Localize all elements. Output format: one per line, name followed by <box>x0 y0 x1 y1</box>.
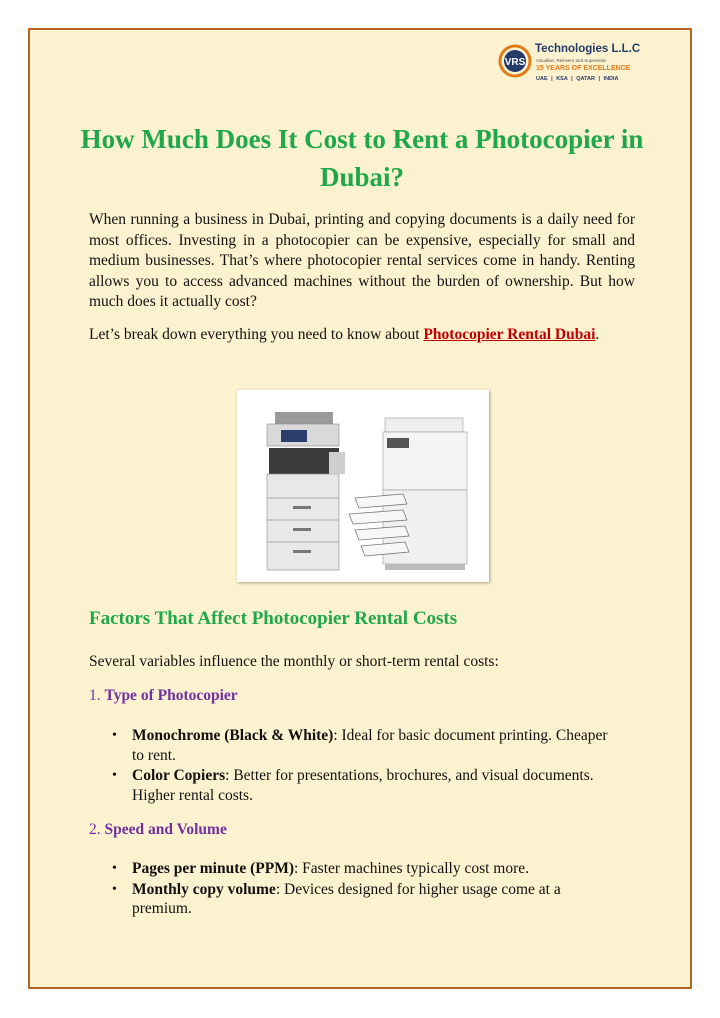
document-page <box>28 28 692 989</box>
list-item-desc: : Better for presentations, brochures, and visual documents. Higher rental costs. <box>132 767 594 804</box>
list-item-desc: : Devices designed for higher usage come at a premium. <box>132 880 561 917</box>
factor-number: 1. <box>89 687 101 704</box>
photocopier-illustration <box>237 390 489 582</box>
breakdown-period: . <box>595 326 600 343</box>
factor-list-speed <box>108 859 608 920</box>
list-item-term: Monthly copy volume <box>132 880 276 898</box>
factor-title: Type of Photocopier <box>104 687 238 704</box>
logo-mark-text: VRS <box>504 57 526 68</box>
list-item <box>108 859 608 879</box>
list-item-term: Pages per minute (PPM) <box>132 860 294 877</box>
factor-title: Speed and Volume <box>104 821 227 838</box>
breakdown-text: Let’s break down everything you need to know about <box>89 326 424 343</box>
list-item <box>108 880 608 919</box>
factor-list-type <box>108 726 608 806</box>
page-title: How Much Does It Cost to Rent a Photocopier in Dubai? <box>80 124 644 192</box>
factor-number: 2. <box>89 821 101 838</box>
section-heading: Factors That Affect Photocopier Rental Costs <box>89 608 458 629</box>
logo-tagline: Visualise, Reinvent and Supersede <box>536 58 606 63</box>
list-item <box>108 766 608 805</box>
photocopier-rental-link[interactable]: Photocopier Rental Dubai <box>423 326 596 343</box>
section-lead: Several variables influence the monthly or short-term rental costs: <box>89 653 499 670</box>
logo-countries: UAE | KSA | QATAR | INDIA <box>536 76 619 82</box>
logo-excellence: 15 YEARS OF EXCELLENCE <box>536 65 631 72</box>
breakdown-paragraph <box>89 325 635 346</box>
list-item-term: Monochrome (Black & White) <box>132 727 334 744</box>
list-item <box>108 726 608 765</box>
company-logo <box>498 40 648 90</box>
list-item-desc: : Faster machines typically cost more. <box>294 860 530 877</box>
list-item-desc: : Ideal for basic document printing. Cheaper to rent. <box>132 727 608 764</box>
photocopier-image <box>237 390 489 582</box>
vrs-logo-icon <box>498 44 532 78</box>
list-item-term: Color Copiers <box>132 767 226 784</box>
factor-heading-type <box>89 687 238 705</box>
intro-paragraph: When running a business in Dubai, printing and copying documents is a daily need for most offices. Investing in a photocopier can be expensive, especially for small and medium businesses. That’s where photocopier rental services come in handy. Renting allows you to access advanced machines without the burden of ownership. But how much does it actually cost? <box>89 211 635 310</box>
logo-title: Technologies L.L.C <box>535 43 641 55</box>
factor-heading-speed <box>89 821 227 839</box>
